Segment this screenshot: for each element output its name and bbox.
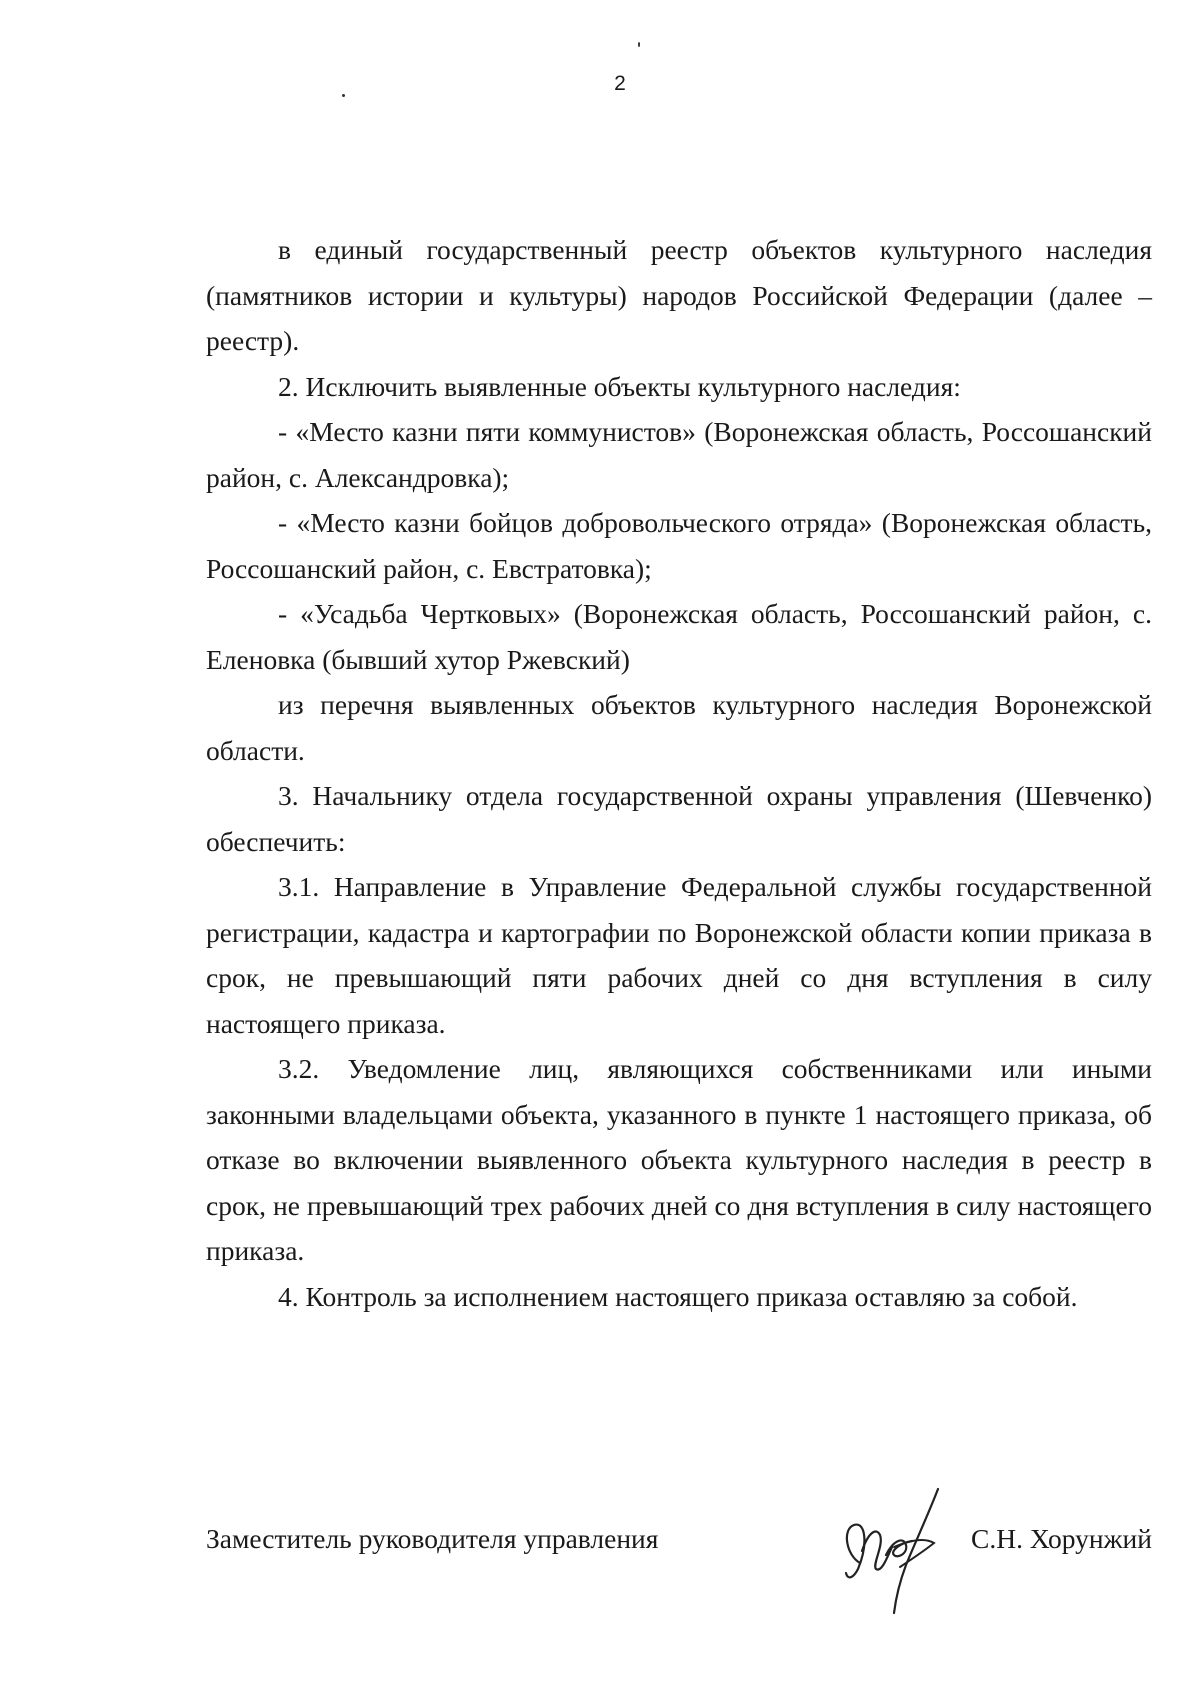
signatory-position: Заместитель руководителя управления	[206, 1523, 659, 1554]
paragraph: - «Место казни бойцов добровольческого отряда» (Воронежская область, Россошанский район, с. Евстратовка);	[206, 507, 1152, 584]
paragraph: 3. Начальнику отдела государственной охраны управления (Шевченко) обеспечить:	[206, 780, 1152, 857]
paragraph: - «Место казни пяти коммунистов» (Воронежская область, Россошанский район, с. Александровка);	[206, 416, 1152, 493]
scan-speck	[638, 42, 640, 47]
document-body	[206, 227, 1152, 1319]
paragraph: из перечня выявленных объектов культурного наследия Воронежской области.	[206, 689, 1152, 766]
paragraph: 3.2. Уведомление лиц, являющихся собственниками или иными законными владельцами объекта, указанного в пункте 1 настоящего приказа, об отказе во включении выявленного объекта культурного наследия в реестр в срок, не превышающий трех рабочих дней со дня вступления в силу настоящего приказа.	[206, 1053, 1152, 1266]
paragraph: 2. Исключить выявленные объекты культурного наследия:	[278, 370, 961, 402]
paragraph: - «Усадьба Чертковых» (Воронежская область, Россошанский район, с. Еленовка (бывший хутор Ржевский)	[206, 598, 1152, 675]
scan-speck	[342, 94, 345, 97]
page-number: 2	[614, 72, 626, 95]
signatory-name: С.Н. Хорунжий	[971, 1523, 1152, 1554]
paragraph: в единый государственный реестр объектов культурного наследия (памятников истории и культуры) народов Российской Федерации (далее – реестр).	[206, 234, 1152, 356]
signature-block	[206, 1485, 1152, 1615]
paragraph: 4. Контроль за исполнением настоящего приказа оставляю за собой.	[278, 1280, 1078, 1312]
paragraph: 3.1. Направление в Управление Федеральной службы государственной регистрации, кадастра и картографии по Воронежской области копии приказа в срок, не превышающий пяти рабочих дней со дня вступления в силу настоящего приказа.	[206, 871, 1152, 1039]
handwritten-signature	[828, 1485, 948, 1615]
